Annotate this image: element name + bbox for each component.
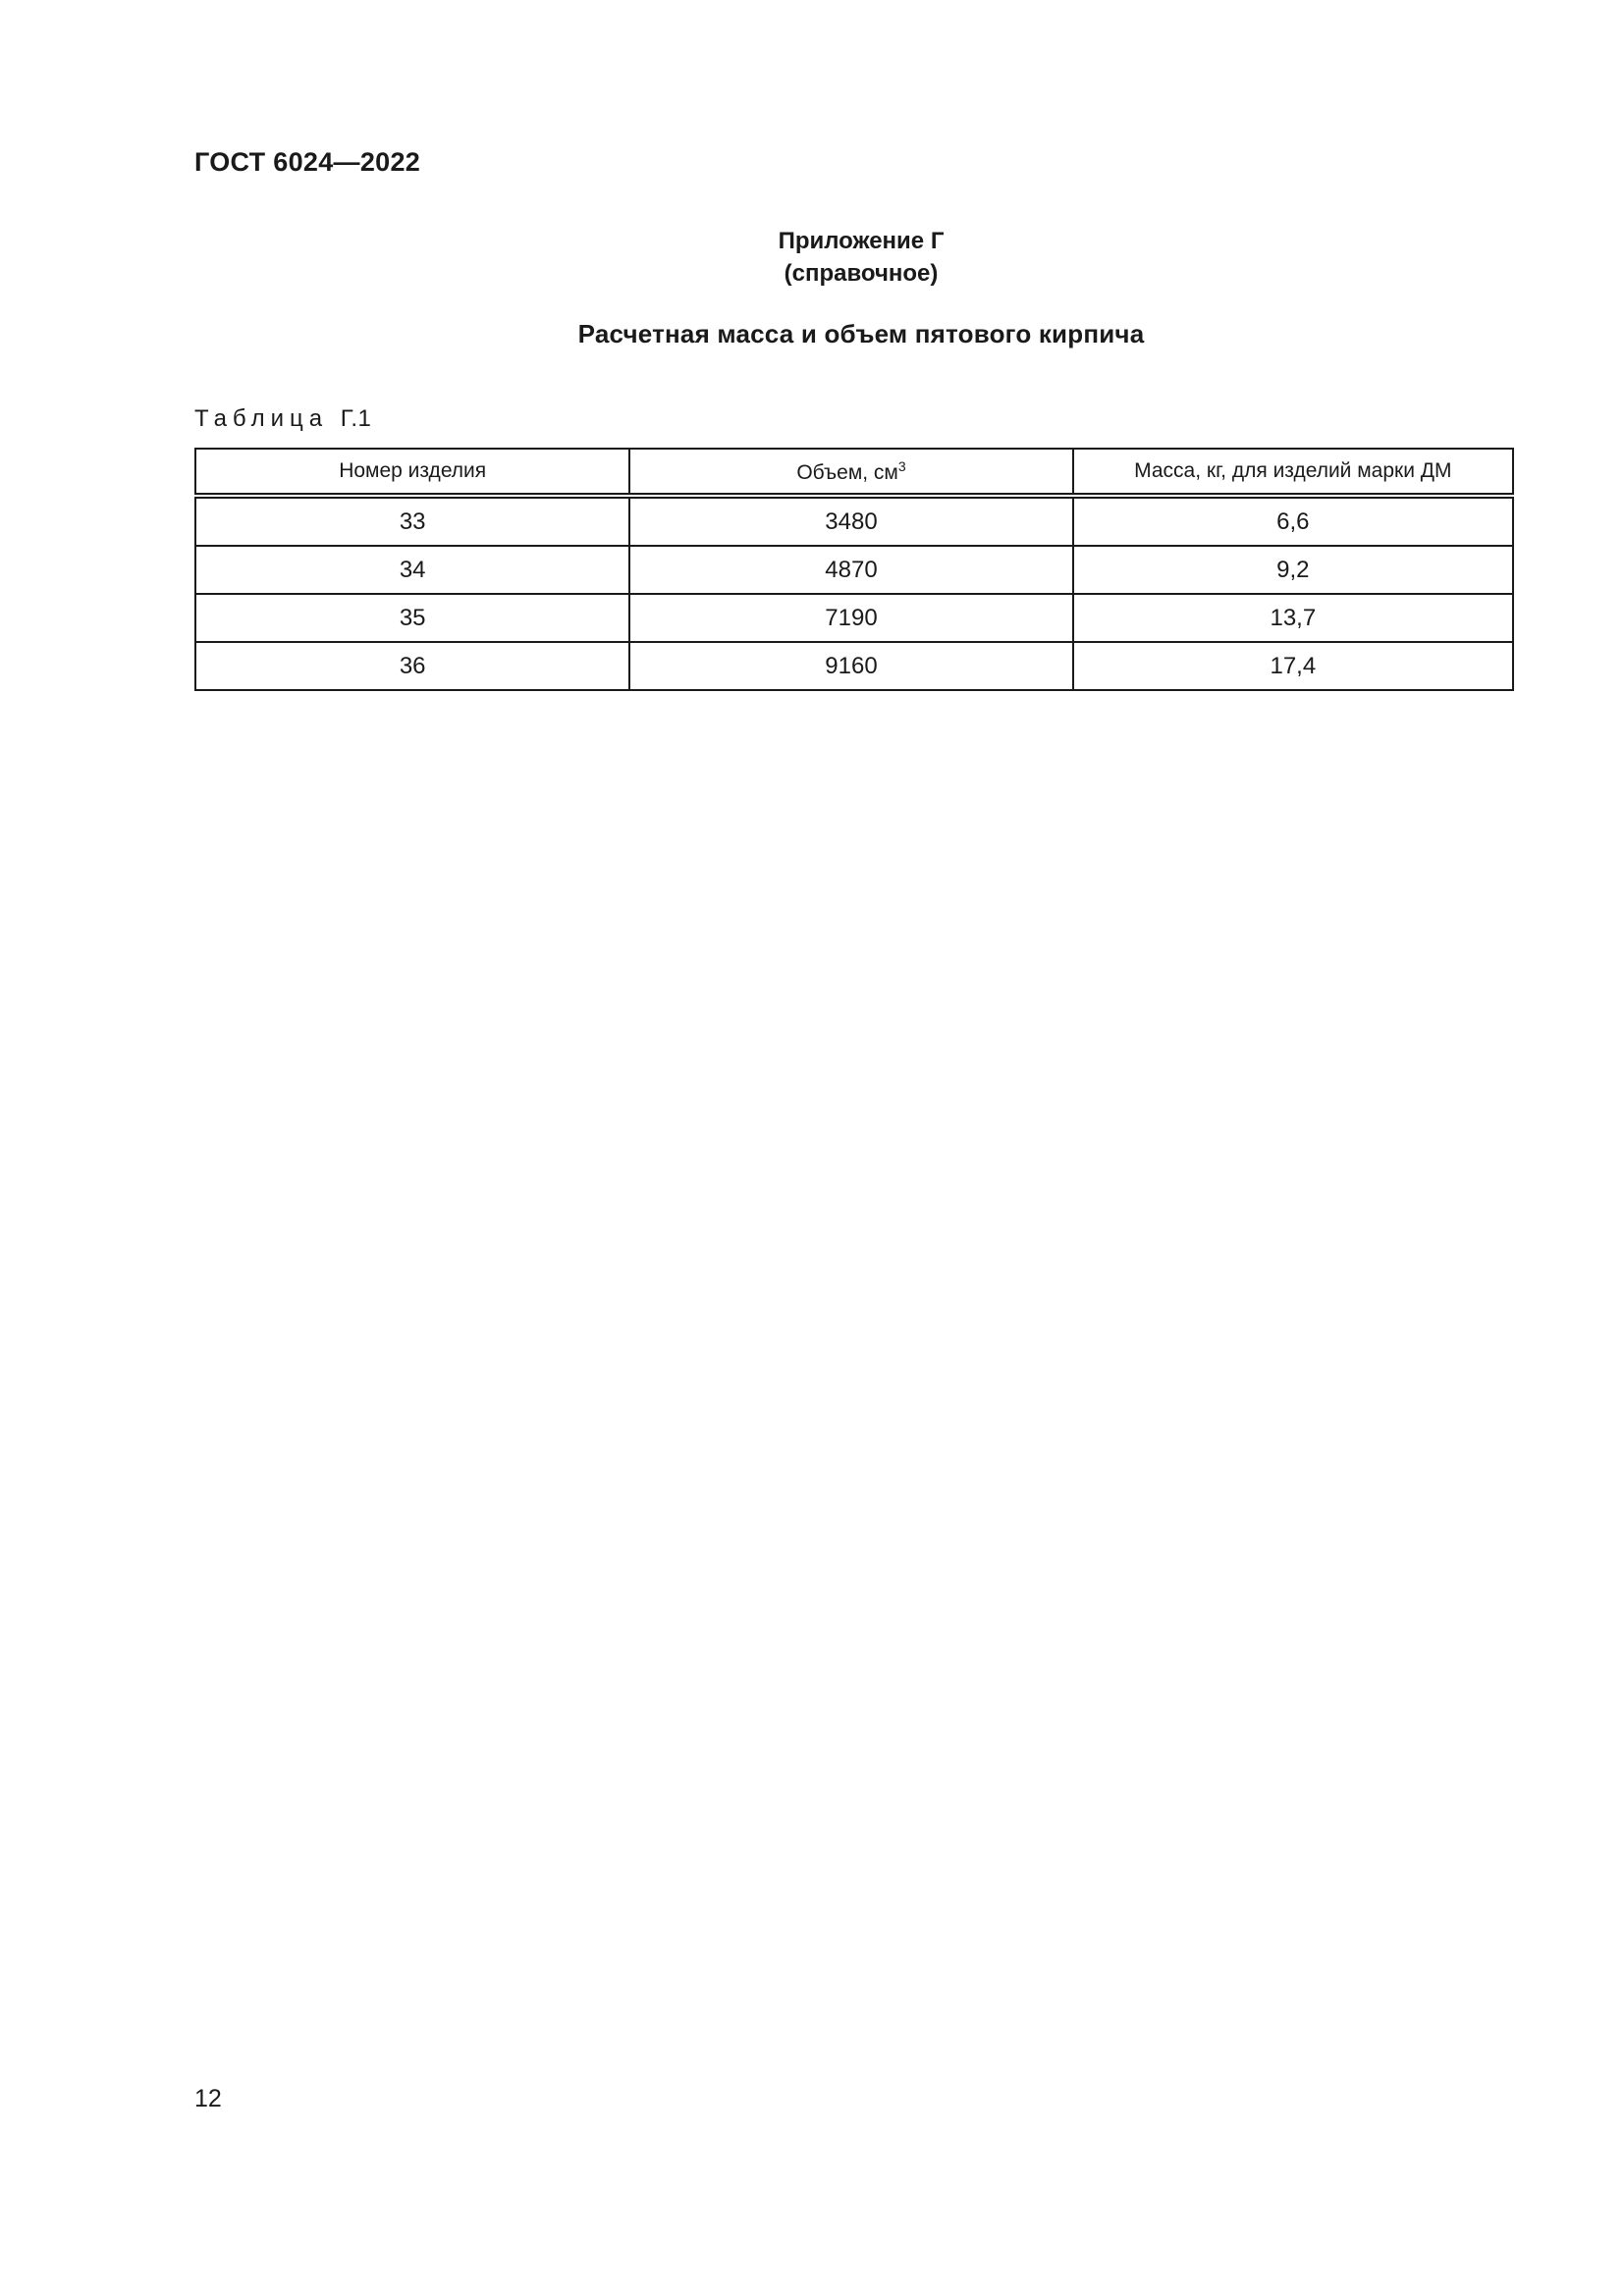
- table-row: [195, 642, 1513, 690]
- cell-volume: 9160: [629, 642, 1072, 690]
- cell-item-number: 33: [195, 496, 629, 546]
- cell-mass: 17,4: [1073, 642, 1513, 690]
- data-table: [194, 448, 1514, 691]
- table-caption: [194, 405, 371, 433]
- header-volume-unit-exponent: 3: [897, 457, 906, 474]
- section-title: Расчетная масса и объем пятового кирпича: [577, 319, 1145, 348]
- cell-mass: 13,7: [1073, 594, 1513, 642]
- table-caption-number: Г.1: [340, 405, 372, 432]
- table-header-row: [195, 449, 1513, 496]
- page-number: 12: [194, 2085, 222, 2112]
- table-row: [195, 496, 1513, 546]
- cell-volume: 4870: [629, 546, 1072, 594]
- appendix-subtitle: (справочное): [784, 260, 939, 287]
- header-item-number: Номер изделия: [195, 449, 629, 496]
- header-volume: [629, 449, 1072, 496]
- cell-item-number: 34: [195, 546, 629, 594]
- cell-item-number: 36: [195, 642, 629, 690]
- cell-mass: 9,2: [1073, 546, 1513, 594]
- appendix-title: Приложение Г: [778, 228, 945, 254]
- cell-volume: 3480: [629, 496, 1072, 546]
- table-row: [195, 594, 1513, 642]
- header-mass: Масса, кг, для изделий марки ДМ: [1073, 449, 1513, 496]
- header-volume-label: Объем, см: [796, 460, 898, 484]
- table-row: [195, 546, 1513, 594]
- table-caption-word: Таблица: [194, 405, 329, 432]
- document-code: ГОСТ 6024—2022: [194, 147, 421, 177]
- cell-item-number: 35: [195, 594, 629, 642]
- cell-volume: 7190: [629, 594, 1072, 642]
- cell-mass: 6,6: [1073, 496, 1513, 546]
